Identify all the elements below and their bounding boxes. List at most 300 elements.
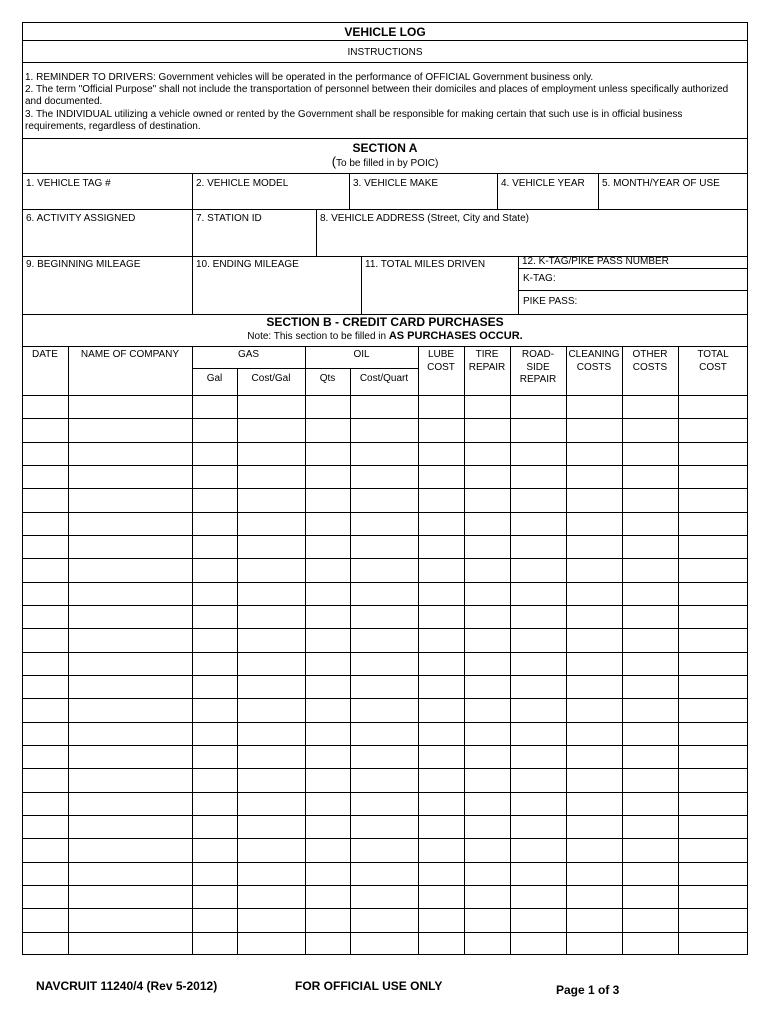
purchase-cell-cleaning-costs[interactable]: [567, 513, 622, 535]
purchase-cell-gas-gal[interactable]: [193, 513, 237, 535]
purchase-cell-company[interactable]: [69, 909, 192, 932]
purchase-cell-company[interactable]: [69, 746, 192, 768]
purchase-cell-oil-qts[interactable]: [306, 536, 350, 558]
purchase-cell-oil-cost-quart[interactable]: [351, 536, 418, 558]
instruction-line-1: 1. REMINDER TO DRIVERS: Government vehicles will be operated in the performance of OFFICIAL Government business only.: [25, 72, 594, 83]
purchase-cell-lube-cost[interactable]: [419, 863, 464, 885]
activity-assigned-label: 6. ACTIVITY ASSIGNED: [26, 213, 136, 224]
purchase-cell-total-cost[interactable]: [679, 816, 748, 838]
purchase-cell-total-cost[interactable]: [679, 396, 748, 418]
purchase-cell-roadside-repair[interactable]: [511, 676, 566, 698]
purchase-cell-cleaning-costs[interactable]: [567, 909, 622, 932]
purchase-cell-gas-gal[interactable]: [193, 606, 237, 628]
purchase-cell-tire-repair[interactable]: [465, 723, 510, 745]
purchase-cell-total-cost[interactable]: [679, 933, 748, 955]
purchase-cell-tire-repair[interactable]: [465, 513, 510, 535]
purchase-cell-gas-gal[interactable]: [193, 443, 237, 465]
purchase-cell-tire-repair[interactable]: [465, 909, 510, 932]
purchase-cell-gas-gal[interactable]: [193, 863, 237, 885]
purchase-cell-other-costs[interactable]: [623, 793, 678, 815]
purchase-cell-cleaning-costs[interactable]: [567, 723, 622, 745]
purchase-cell-gas-cost-gal[interactable]: [238, 536, 305, 558]
purchase-cell-date[interactable]: [23, 559, 68, 582]
purchase-cell-cleaning-costs[interactable]: [567, 863, 622, 885]
purchase-cell-tire-repair[interactable]: [465, 489, 510, 512]
col-oil-header: OIL: [353, 349, 370, 360]
purchase-cell-total-cost[interactable]: [679, 629, 748, 652]
purchase-cell-other-costs[interactable]: [623, 909, 678, 932]
purchase-cell-date[interactable]: [23, 629, 68, 652]
purchase-cell-gas-gal[interactable]: [193, 933, 237, 955]
instruction-line-2: 2. The term "Official Purpose" shall not include the transportation of personnel between their domiciles and places of employment unless specifically authorized: [25, 84, 729, 95]
purchase-cell-lube-cost[interactable]: [419, 396, 464, 418]
purchase-cell-roadside-repair[interactable]: [511, 419, 566, 442]
purchase-cell-tire-repair[interactable]: [465, 606, 510, 628]
purchase-cell-lube-cost[interactable]: [419, 489, 464, 512]
purchase-cell-oil-cost-quart[interactable]: [351, 723, 418, 745]
purchase-cell-roadside-repair[interactable]: [511, 886, 566, 908]
purchase-cell-gas-gal[interactable]: [193, 489, 237, 512]
purchase-cell-tire-repair[interactable]: [465, 466, 510, 488]
purchase-cell-gas-gal[interactable]: [193, 699, 237, 722]
purchase-cell-roadside-repair[interactable]: [511, 606, 566, 628]
purchase-cell-other-costs[interactable]: [623, 606, 678, 628]
purchase-cell-other-costs[interactable]: [623, 723, 678, 745]
purchase-cell-gas-gal[interactable]: [193, 793, 237, 815]
purchase-cell-oil-cost-quart[interactable]: [351, 793, 418, 815]
purchase-cell-date[interactable]: [23, 699, 68, 722]
purchase-cell-gas-cost-gal[interactable]: [238, 769, 305, 792]
purchase-cell-total-cost[interactable]: [679, 723, 748, 745]
purchase-cell-total-cost[interactable]: [679, 886, 748, 908]
purchase-cell-gas-cost-gal[interactable]: [238, 443, 305, 465]
purchase-cell-tire-repair[interactable]: [465, 653, 510, 675]
purchase-cell-oil-qts[interactable]: [306, 419, 350, 442]
purchase-cell-lube-cost[interactable]: [419, 746, 464, 768]
purchase-cell-gas-cost-gal[interactable]: [238, 489, 305, 512]
purchase-cell-other-costs[interactable]: [623, 419, 678, 442]
purchase-cell-gas-cost-gal[interactable]: [238, 723, 305, 745]
purchase-cell-gas-cost-gal[interactable]: [238, 839, 305, 862]
purchase-cell-total-cost[interactable]: [679, 793, 748, 815]
purchase-cell-gas-cost-gal[interactable]: [238, 933, 305, 955]
purchase-cell-roadside-repair[interactable]: [511, 653, 566, 675]
purchase-cell-total-cost[interactable]: [679, 606, 748, 628]
purchase-cell-gas-gal[interactable]: [193, 769, 237, 792]
purchase-cell-other-costs[interactable]: [623, 839, 678, 862]
purchase-cell-other-costs[interactable]: [623, 886, 678, 908]
purchase-cell-oil-cost-quart[interactable]: [351, 466, 418, 488]
purchase-cell-cleaning-costs[interactable]: [567, 746, 622, 768]
purchase-cell-oil-cost-quart[interactable]: [351, 839, 418, 862]
purchase-cell-tire-repair[interactable]: [465, 839, 510, 862]
purchase-cell-roadside-repair[interactable]: [511, 583, 566, 605]
purchase-cell-gas-cost-gal[interactable]: [238, 629, 305, 652]
purchase-cell-lube-cost[interactable]: [419, 816, 464, 838]
purchase-cell-gas-cost-gal[interactable]: [238, 699, 305, 722]
purchase-cell-gas-gal[interactable]: [193, 839, 237, 862]
purchase-cell-oil-cost-quart[interactable]: [351, 746, 418, 768]
purchase-cell-roadside-repair[interactable]: [511, 909, 566, 932]
purchase-cell-oil-qts[interactable]: [306, 489, 350, 512]
purchase-cell-cleaning-costs[interactable]: [567, 653, 622, 675]
purchase-cell-lube-cost[interactable]: [419, 606, 464, 628]
purchase-cell-lube-cost[interactable]: [419, 443, 464, 465]
purchase-cell-oil-cost-quart[interactable]: [351, 699, 418, 722]
purchase-cell-oil-cost-quart[interactable]: [351, 816, 418, 838]
purchase-cell-company[interactable]: [69, 629, 192, 652]
purchase-cell-oil-qts[interactable]: [306, 443, 350, 465]
purchase-cell-gas-gal[interactable]: [193, 583, 237, 605]
purchase-cell-company[interactable]: [69, 583, 192, 605]
purchase-cell-tire-repair[interactable]: [465, 583, 510, 605]
purchase-cell-gas-gal[interactable]: [193, 886, 237, 908]
purchase-cell-company[interactable]: [69, 699, 192, 722]
purchase-cell-cleaning-costs[interactable]: [567, 583, 622, 605]
purchase-cell-company[interactable]: [69, 489, 192, 512]
purchase-cell-roadside-repair[interactable]: [511, 513, 566, 535]
purchase-cell-gas-gal[interactable]: [193, 536, 237, 558]
purchase-cell-oil-cost-quart[interactable]: [351, 489, 418, 512]
purchase-cell-other-costs[interactable]: [623, 676, 678, 698]
purchase-cell-lube-cost[interactable]: [419, 699, 464, 722]
purchase-cell-total-cost[interactable]: [679, 513, 748, 535]
purchase-cell-tire-repair[interactable]: [465, 816, 510, 838]
purchase-cell-roadside-repair[interactable]: [511, 536, 566, 558]
purchase-cell-lube-cost[interactable]: [419, 933, 464, 955]
purchase-cell-oil-cost-quart[interactable]: [351, 933, 418, 955]
purchase-cell-company[interactable]: [69, 769, 192, 792]
purchase-cell-date[interactable]: [23, 606, 68, 628]
form-title: VEHICLE LOG: [344, 25, 426, 39]
purchase-cell-total-cost[interactable]: [679, 559, 748, 582]
purchase-cell-company[interactable]: [69, 559, 192, 582]
purchase-cell-gas-cost-gal[interactable]: [238, 466, 305, 488]
purchase-cell-roadside-repair[interactable]: [511, 746, 566, 768]
purchase-cell-oil-cost-quart[interactable]: [351, 419, 418, 442]
purchase-cell-gas-cost-gal[interactable]: [238, 513, 305, 535]
purchase-cell-roadside-repair[interactable]: [511, 699, 566, 722]
purchase-cell-oil-cost-quart[interactable]: [351, 559, 418, 582]
purchase-cell-date[interactable]: [23, 676, 68, 698]
purchase-cell-date[interactable]: [23, 886, 68, 908]
purchase-cell-total-cost[interactable]: [679, 863, 748, 885]
purchase-cell-date[interactable]: [23, 933, 68, 955]
purchase-cell-gas-cost-gal[interactable]: [238, 583, 305, 605]
purchase-cell-oil-cost-quart[interactable]: [351, 909, 418, 932]
purchase-cell-tire-repair[interactable]: [465, 536, 510, 558]
purchase-cell-gas-gal[interactable]: [193, 909, 237, 932]
purchase-cell-company[interactable]: [69, 466, 192, 488]
purchase-cell-other-costs[interactable]: [623, 653, 678, 675]
purchase-cell-oil-cost-quart[interactable]: [351, 583, 418, 605]
purchase-cell-date[interactable]: [23, 489, 68, 512]
purchase-cell-oil-cost-quart[interactable]: [351, 443, 418, 465]
purchase-cell-roadside-repair[interactable]: [511, 629, 566, 652]
purchase-cell-roadside-repair[interactable]: [511, 396, 566, 418]
purchase-cell-gas-gal[interactable]: [193, 629, 237, 652]
purchase-cell-gas-gal[interactable]: [193, 723, 237, 745]
purchase-cell-date[interactable]: [23, 863, 68, 885]
col-gas-header: GAS: [237, 349, 260, 360]
col-cost-gal-header: Cost/Gal: [251, 373, 291, 384]
purchase-cell-gas-gal[interactable]: [193, 396, 237, 418]
purchase-cell-company[interactable]: [69, 793, 192, 815]
purchase-cell-other-costs[interactable]: [623, 746, 678, 768]
purchase-cell-gas-cost-gal[interactable]: [238, 606, 305, 628]
purchase-cell-oil-qts[interactable]: [306, 653, 350, 675]
purchase-cell-date[interactable]: [23, 513, 68, 535]
purchase-cell-roadside-repair[interactable]: [511, 793, 566, 815]
purchase-cell-company[interactable]: [69, 513, 192, 535]
purchase-cell-date[interactable]: [23, 746, 68, 768]
purchase-cell-other-costs[interactable]: [623, 699, 678, 722]
purchase-cell-roadside-repair[interactable]: [511, 489, 566, 512]
purchase-cell-roadside-repair[interactable]: [511, 559, 566, 582]
purchase-cell-lube-cost[interactable]: [419, 536, 464, 558]
purchase-cell-gas-cost-gal[interactable]: [238, 559, 305, 582]
purchase-cell-oil-cost-quart[interactable]: [351, 606, 418, 628]
purchase-cell-oil-qts[interactable]: [306, 816, 350, 838]
purchase-cell-total-cost[interactable]: [679, 583, 748, 605]
purchase-cell-cleaning-costs[interactable]: [567, 793, 622, 815]
purchase-cell-total-cost[interactable]: [679, 653, 748, 675]
purchase-cell-gas-gal[interactable]: [193, 676, 237, 698]
purchase-cell-lube-cost[interactable]: [419, 886, 464, 908]
purchase-cell-cleaning-costs[interactable]: [567, 676, 622, 698]
purchase-cell-oil-qts[interactable]: [306, 863, 350, 885]
purchase-cell-date[interactable]: [23, 583, 68, 605]
purchase-cell-lube-cost[interactable]: [419, 559, 464, 582]
purchase-cell-gas-gal[interactable]: [193, 419, 237, 442]
purchase-cell-oil-qts[interactable]: [306, 629, 350, 652]
purchase-cell-date[interactable]: [23, 909, 68, 932]
purchase-cell-roadside-repair[interactable]: [511, 816, 566, 838]
purchase-cell-other-costs[interactable]: [623, 816, 678, 838]
purchase-cell-tire-repair[interactable]: [465, 676, 510, 698]
purchase-cell-gas-cost-gal[interactable]: [238, 816, 305, 838]
purchase-cell-cleaning-costs[interactable]: [567, 466, 622, 488]
purchase-cell-company[interactable]: [69, 863, 192, 885]
purchase-cell-tire-repair[interactable]: [465, 863, 510, 885]
purchase-cell-tire-repair[interactable]: [465, 559, 510, 582]
purchase-cell-date[interactable]: [23, 653, 68, 675]
purchase-cell-gas-cost-gal[interactable]: [238, 676, 305, 698]
col-company-header: NAME OF COMPANY: [80, 349, 180, 360]
purchase-cell-date[interactable]: [23, 723, 68, 745]
purchase-cell-roadside-repair[interactable]: [511, 443, 566, 465]
purchase-cell-lube-cost[interactable]: [419, 769, 464, 792]
purchase-cell-gas-gal[interactable]: [193, 816, 237, 838]
purchase-cell-company[interactable]: [69, 606, 192, 628]
purchase-cell-other-costs[interactable]: [623, 933, 678, 955]
purchase-cell-total-cost[interactable]: [679, 769, 748, 792]
purchase-cell-cleaning-costs[interactable]: [567, 769, 622, 792]
purchase-cell-gas-cost-gal[interactable]: [238, 653, 305, 675]
purchase-cell-roadside-repair[interactable]: [511, 863, 566, 885]
purchase-cell-cleaning-costs[interactable]: [567, 629, 622, 652]
purchase-cell-other-costs[interactable]: [623, 466, 678, 488]
purchase-cell-oil-qts[interactable]: [306, 769, 350, 792]
purchase-cell-cleaning-costs[interactable]: [567, 419, 622, 442]
purchase-cell-oil-qts[interactable]: [306, 606, 350, 628]
purchase-cell-total-cost[interactable]: [679, 466, 748, 488]
purchase-cell-lube-cost[interactable]: [419, 653, 464, 675]
purchase-cell-cleaning-costs[interactable]: [567, 443, 622, 465]
purchase-cell-total-cost[interactable]: [679, 699, 748, 722]
purchase-cell-company[interactable]: [69, 933, 192, 955]
purchase-cell-tire-repair[interactable]: [465, 419, 510, 442]
purchase-cell-date[interactable]: [23, 466, 68, 488]
purchase-cell-roadside-repair[interactable]: [511, 933, 566, 955]
purchase-cell-other-costs[interactable]: [623, 513, 678, 535]
purchase-cell-tire-repair[interactable]: [465, 396, 510, 418]
purchase-cell-oil-qts[interactable]: [306, 396, 350, 418]
purchase-cell-oil-qts[interactable]: [306, 699, 350, 722]
purchase-cell-oil-cost-quart[interactable]: [351, 396, 418, 418]
purchase-cell-lube-cost[interactable]: [419, 909, 464, 932]
purchase-cell-other-costs[interactable]: [623, 559, 678, 582]
purchase-cell-tire-repair[interactable]: [465, 886, 510, 908]
purchase-cell-gas-cost-gal[interactable]: [238, 863, 305, 885]
purchase-cell-date[interactable]: [23, 419, 68, 442]
purchase-cell-oil-qts[interactable]: [306, 466, 350, 488]
col-gal-header: Gal: [206, 373, 223, 384]
purchase-cell-oil-qts[interactable]: [306, 559, 350, 582]
purchase-cell-oil-qts[interactable]: [306, 886, 350, 908]
col-roadside-line-2: SIDE: [526, 361, 550, 373]
purchase-cell-company[interactable]: [69, 816, 192, 838]
purchase-cell-oil-qts[interactable]: [306, 839, 350, 862]
purchase-cell-tire-repair[interactable]: [465, 769, 510, 792]
purchase-cell-lube-cost[interactable]: [419, 466, 464, 488]
purchase-cell-date[interactable]: [23, 396, 68, 418]
purchase-cell-gas-cost-gal[interactable]: [238, 396, 305, 418]
purchase-cell-tire-repair[interactable]: [465, 699, 510, 722]
purchase-cell-date[interactable]: [23, 769, 68, 792]
purchase-cell-oil-qts[interactable]: [306, 583, 350, 605]
purchase-cell-cleaning-costs[interactable]: [567, 839, 622, 862]
purchase-cell-total-cost[interactable]: [679, 676, 748, 698]
purchase-cell-date[interactable]: [23, 839, 68, 862]
purchase-cell-cleaning-costs[interactable]: [567, 396, 622, 418]
purchase-cell-total-cost[interactable]: [679, 536, 748, 558]
purchase-cell-total-cost[interactable]: [679, 419, 748, 442]
purchase-cell-cleaning-costs[interactable]: [567, 699, 622, 722]
purchase-cell-oil-qts[interactable]: [306, 723, 350, 745]
purchase-cell-cleaning-costs[interactable]: [567, 559, 622, 582]
purchase-cell-lube-cost[interactable]: [419, 583, 464, 605]
purchase-cell-tire-repair[interactable]: [465, 443, 510, 465]
purchase-cell-company[interactable]: [69, 839, 192, 862]
purchase-cell-company[interactable]: [69, 396, 192, 418]
purchase-cell-other-costs[interactable]: [623, 769, 678, 792]
purchase-cell-gas-cost-gal[interactable]: [238, 793, 305, 815]
purchase-cell-cleaning-costs[interactable]: [567, 536, 622, 558]
purchase-cell-company[interactable]: [69, 443, 192, 465]
purchase-cell-company[interactable]: [69, 886, 192, 908]
purchase-cell-gas-gal[interactable]: [193, 653, 237, 675]
purchase-cell-oil-cost-quart[interactable]: [351, 513, 418, 535]
purchase-cell-lube-cost[interactable]: [419, 513, 464, 535]
purchase-cell-gas-gal[interactable]: [193, 466, 237, 488]
instruction-line-2-cont: and documented.: [25, 96, 103, 107]
purchase-cell-company[interactable]: [69, 676, 192, 698]
purchase-cell-date[interactable]: [23, 443, 68, 465]
purchase-cell-lube-cost[interactable]: [419, 676, 464, 698]
purchase-cell-tire-repair[interactable]: [465, 629, 510, 652]
purchase-cell-cleaning-costs[interactable]: [567, 816, 622, 838]
purchase-cell-oil-cost-quart[interactable]: [351, 863, 418, 885]
purchase-cell-total-cost[interactable]: [679, 489, 748, 512]
purchase-cell-lube-cost[interactable]: [419, 629, 464, 652]
purchase-cell-other-costs[interactable]: [623, 583, 678, 605]
purchase-cell-tire-repair[interactable]: [465, 793, 510, 815]
purchase-cell-date[interactable]: [23, 793, 68, 815]
purchase-cell-tire-repair[interactable]: [465, 746, 510, 768]
purchase-cell-oil-qts[interactable]: [306, 676, 350, 698]
purchase-cell-gas-gal[interactable]: [193, 746, 237, 768]
purchase-cell-other-costs[interactable]: [623, 443, 678, 465]
purchase-cell-oil-cost-quart[interactable]: [351, 629, 418, 652]
purchase-cell-oil-qts[interactable]: [306, 793, 350, 815]
purchase-cell-gas-cost-gal[interactable]: [238, 419, 305, 442]
purchase-cell-oil-qts[interactable]: [306, 933, 350, 955]
purchase-cell-company[interactable]: [69, 536, 192, 558]
purchase-cell-gas-cost-gal[interactable]: [238, 909, 305, 932]
purchase-cell-total-cost[interactable]: [679, 839, 748, 862]
purchase-cell-total-cost[interactable]: [679, 909, 748, 932]
purchase-cell-lube-cost[interactable]: [419, 419, 464, 442]
purchase-cell-company[interactable]: [69, 723, 192, 745]
purchase-cell-company[interactable]: [69, 653, 192, 675]
purchase-cell-other-costs[interactable]: [623, 863, 678, 885]
purchase-cell-roadside-repair[interactable]: [511, 839, 566, 862]
purchase-cell-date[interactable]: [23, 816, 68, 838]
purchase-cell-oil-cost-quart[interactable]: [351, 886, 418, 908]
purchase-cell-gas-cost-gal[interactable]: [238, 746, 305, 768]
purchase-cell-gas-cost-gal[interactable]: [238, 886, 305, 908]
purchase-cell-tire-repair[interactable]: [465, 933, 510, 955]
purchase-cell-oil-qts[interactable]: [306, 746, 350, 768]
purchase-cell-company[interactable]: [69, 419, 192, 442]
col-total-line-2: COST: [699, 361, 727, 373]
purchase-cell-date[interactable]: [23, 536, 68, 558]
purchase-cell-cleaning-costs[interactable]: [567, 489, 622, 512]
purchase-cell-oil-cost-quart[interactable]: [351, 769, 418, 792]
purchase-cell-oil-cost-quart[interactable]: [351, 676, 418, 698]
purchase-cell-other-costs[interactable]: [623, 489, 678, 512]
purchase-cell-lube-cost[interactable]: [419, 723, 464, 745]
purchase-cell-oil-qts[interactable]: [306, 513, 350, 535]
purchase-cell-roadside-repair[interactable]: [511, 466, 566, 488]
purchase-cell-total-cost[interactable]: [679, 746, 748, 768]
purchase-cell-cleaning-costs[interactable]: [567, 933, 622, 955]
purchase-cell-cleaning-costs[interactable]: [567, 606, 622, 628]
purchase-cell-other-costs[interactable]: [623, 536, 678, 558]
purchase-cell-lube-cost[interactable]: [419, 793, 464, 815]
purchase-cell-lube-cost[interactable]: [419, 839, 464, 862]
purchase-cell-oil-qts[interactable]: [306, 909, 350, 932]
purchase-cell-gas-gal[interactable]: [193, 559, 237, 582]
purchase-cell-total-cost[interactable]: [679, 443, 748, 465]
purchase-cell-oil-cost-quart[interactable]: [351, 653, 418, 675]
purchase-cell-other-costs[interactable]: [623, 396, 678, 418]
purchase-cell-other-costs[interactable]: [623, 629, 678, 652]
purchase-cell-roadside-repair[interactable]: [511, 723, 566, 745]
purchase-cell-cleaning-costs[interactable]: [567, 886, 622, 908]
purchase-cell-roadside-repair[interactable]: [511, 769, 566, 792]
